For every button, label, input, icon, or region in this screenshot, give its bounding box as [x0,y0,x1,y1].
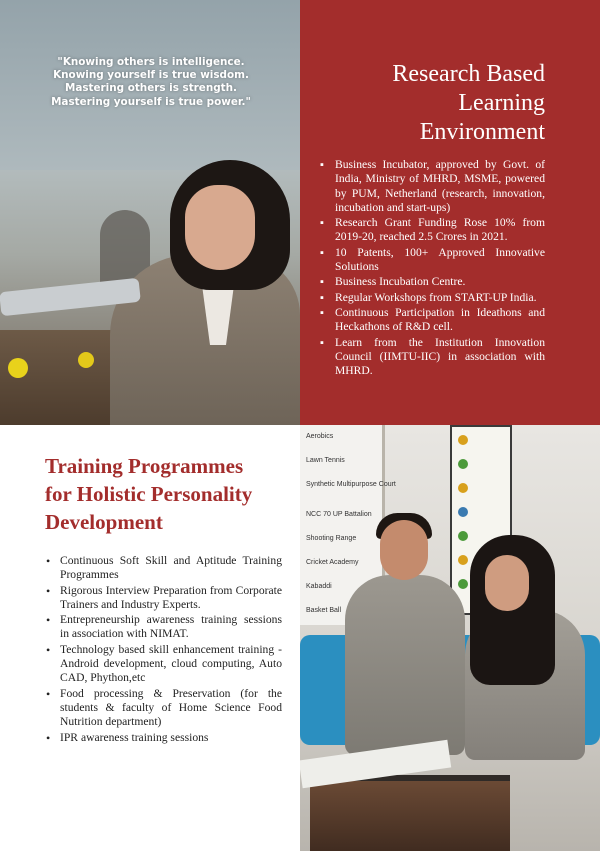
research-item: ▪ Continuous Participation in Ideathons and Heckathons of R&D cell. [320,306,545,335]
board-icon [458,483,468,493]
quote-line: Knowing yourself is true wisdom. [53,69,249,82]
research-title [392,60,545,147]
research-title-line: Research Based [392,61,545,87]
research-item: ▪ Business Incubation Centre. [320,275,545,289]
board-item: Kabaddi [306,583,332,590]
research-list [320,158,545,379]
board-icon [458,435,468,445]
training-item: • Food processing & Preservation (for the students & faculty of Home Science Food Nutrition department) [46,687,282,730]
training-title [45,452,252,536]
coffee-table [310,775,510,851]
board-item: NCC 70 UP Battalion [306,511,372,518]
board-icon [458,579,468,589]
female-student-face [485,555,529,611]
board-icon [458,507,468,517]
research-panel [300,0,600,425]
quote-line: Mastering others is strength. [65,82,237,95]
quote-line: Mastering yourself is true power." [51,95,251,108]
board-item: Aerobics [306,433,334,440]
research-item: ▪ Business Incubator, approved by Govt. of India, Ministry of MHRD, MSME, powered by PUM, Netherland (research, innovation, incubation and start-ups) [320,158,545,215]
board-item: Cricket Academy [306,559,359,566]
research-title-line: Learning [458,90,545,116]
training-item: • Continuous Soft Skill and Aptitude Training Programmes [46,554,282,583]
tennis-ball [78,352,94,368]
training-item: • Technology based skill enhancement training - Android development, cloud computing, Auto CAD, Phython,etc [46,643,282,686]
training-item: • Rigorous Interview Preparation from Corporate Trainers and Industry Experts. [46,584,282,613]
board-icon [458,555,468,565]
research-item: ▪ Learn from the Institution Innovation Council (IIMTU-IIC) in association with MHRD. [320,336,545,379]
training-title-line: Development [45,510,163,534]
quote-block [40,56,262,109]
quote-line: "Knowing others is intelligence. [57,56,245,68]
research-title-line: Environment [419,119,545,145]
training-title-line: for Holistic Personality [45,482,253,506]
research-item: ▪ Research Grant Funding Rose 10% from 2019-20, reached 2.5 Crores in 2021. [320,216,545,245]
board-item: Synthetic Multipurpose Court [306,481,396,488]
training-item: • Entrepreneurship awareness training sessions in association with NIMAT. [46,613,282,642]
male-student-face [380,520,428,580]
classroom-photo [0,0,300,425]
training-list [46,554,282,746]
board-icon [458,531,468,541]
male-student [345,575,465,755]
training-item: • IPR awareness training sessions [46,731,282,745]
students-photo [300,425,600,851]
board-icon [458,459,468,469]
training-title-line: Training Programmes [45,454,244,478]
board-item: Shooting Range [306,535,357,542]
tennis-ball [8,358,28,378]
board-item: Lawn Tennis [306,457,345,464]
student-face [185,185,255,270]
research-item: ▪ Regular Workshops from START-UP India. [320,291,545,305]
research-item: ▪ 10 Patents, 100+ Approved Innovative Solutions [320,246,545,275]
board-item: Basket Ball [306,607,342,614]
